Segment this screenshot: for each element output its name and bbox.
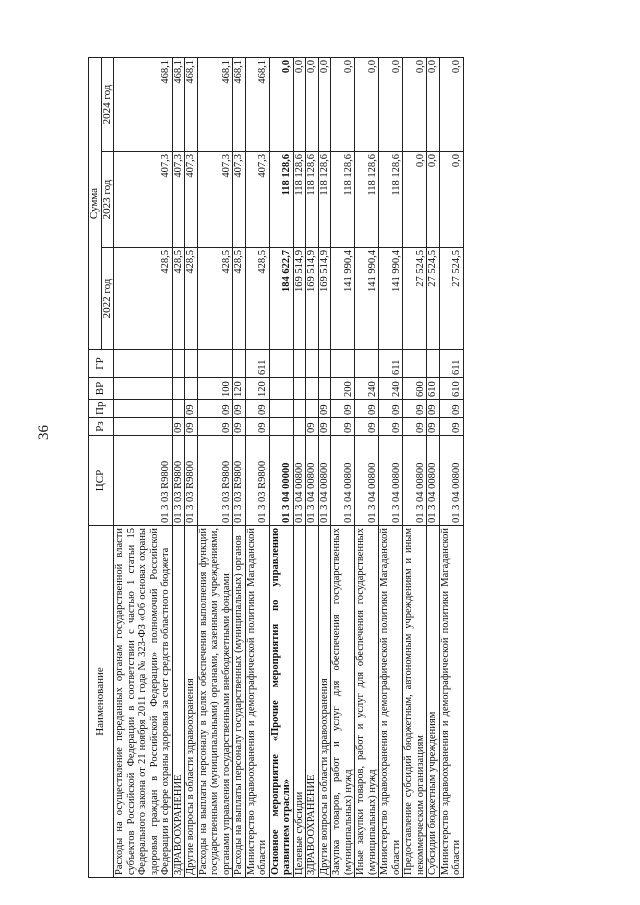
amount-2022-cell: 27 524,5: [403, 248, 427, 350]
name-cell: ЗДРАВООХРАНЕНИЕ: [172, 526, 185, 878]
amount-2024-cell: 0,0: [439, 57, 463, 151]
table-row: [269, 57, 293, 877]
budget-table: [88, 57, 464, 878]
amount-2022-cell: 169 514,9: [318, 248, 331, 350]
table-body: [114, 57, 464, 877]
csr-cell: 01 3 04 00800: [355, 436, 379, 526]
amount-2022-cell: 169 514,9: [293, 248, 306, 350]
pr-cell: 09: [403, 400, 427, 418]
amount-2023-cell: 407,3: [114, 152, 173, 248]
name-cell: Министерство здравоохранения и демографической политики Магаданской области: [439, 526, 463, 878]
table-header: [89, 57, 114, 877]
csr-cell: 01 3 04 00800: [403, 436, 427, 526]
vr-cell: 610: [427, 378, 440, 400]
rotated-table-wrapper: [88, 58, 464, 878]
name-cell: Целевые субсидии: [293, 526, 306, 878]
amount-2024-cell: 0,0: [403, 57, 427, 151]
name-cell: Расходы на выплаты персоналу в целях обеспечения выполнения функций государственными (муниципальными) органами, казенными учреждениями, органами управления государственными внебюджетными фондами: [197, 526, 233, 878]
amount-2022-cell: 428,5: [114, 248, 173, 350]
amount-2024-cell: 0,0: [379, 57, 403, 151]
rz-cell: [293, 418, 306, 436]
pr-cell: 09: [318, 400, 331, 418]
amount-2022-cell: 184 622,7: [269, 248, 293, 350]
vr-cell: 610: [439, 378, 463, 400]
name-cell: Другие вопросы в области здравоохранения: [185, 526, 198, 878]
header-csr: ЦСР: [89, 436, 114, 526]
amount-2023-cell: 118 128,6: [379, 152, 403, 248]
amount-2023-cell: 407,3: [245, 152, 269, 248]
header-rz: Рз: [89, 418, 114, 436]
gr-cell: [355, 350, 379, 378]
table-row: [331, 57, 355, 877]
rz-cell: 09: [245, 418, 269, 436]
pr-cell: [293, 400, 306, 418]
gr-cell: [233, 350, 246, 378]
rz-cell: 09: [318, 418, 331, 436]
rz-cell: 09: [355, 418, 379, 436]
gr-cell: 611: [379, 350, 403, 378]
amount-2022-cell: 141 990,4: [355, 248, 379, 350]
gr-cell: [185, 350, 198, 378]
amount-2024-cell: 468,1: [245, 57, 269, 151]
table-row: [245, 57, 269, 877]
amount-2023-cell: 118 128,6: [355, 152, 379, 248]
amount-2022-cell: 428,5: [172, 248, 185, 350]
table-row: [318, 57, 331, 877]
csr-cell: 01 3 03 R9800: [245, 436, 269, 526]
csr-cell: 01 3 04 00800: [427, 436, 440, 526]
pr-cell: 09: [185, 400, 198, 418]
gr-cell: [197, 350, 233, 378]
amount-2023-cell: 407,3: [197, 152, 233, 248]
amount-2023-cell: 407,3: [233, 152, 246, 248]
amount-2022-cell: 169 514,9: [306, 248, 319, 350]
amount-2024-cell: 0,0: [318, 57, 331, 151]
table-row: [403, 57, 427, 877]
header-name: Наименование: [89, 526, 114, 878]
table-row: [379, 57, 403, 877]
pr-cell: 09: [379, 400, 403, 418]
vr-cell: 120: [245, 378, 269, 400]
rz-cell: 09: [233, 418, 246, 436]
table-row: [114, 57, 173, 877]
gr-cell: [306, 350, 319, 378]
gr-cell: [403, 350, 427, 378]
page-number: 36: [36, 425, 52, 440]
gr-cell: [172, 350, 185, 378]
csr-cell: 01 3 04 00000: [269, 436, 293, 526]
csr-cell: 01 3 03 R9800: [197, 436, 233, 526]
header-pr: Пр: [89, 400, 114, 418]
amount-2023-cell: 118 128,6: [306, 152, 319, 248]
gr-cell: [318, 350, 331, 378]
amount-2023-cell: 118 128,6: [318, 152, 331, 248]
pr-cell: 09: [245, 400, 269, 418]
rz-cell: 09: [427, 418, 440, 436]
vr-cell: [269, 378, 293, 400]
pr-cell: 09: [331, 400, 355, 418]
amount-2022-cell: 428,5: [185, 248, 198, 350]
vr-cell: [185, 378, 198, 400]
name-cell: ЗДРАВООХРАНЕНИЕ: [306, 526, 319, 878]
vr-cell: 240: [379, 378, 403, 400]
csr-cell: 01 3 03 R9800: [114, 436, 173, 526]
vr-cell: [318, 378, 331, 400]
rz-cell: 09: [331, 418, 355, 436]
table-row: [306, 57, 319, 877]
amount-2022-cell: 428,5: [233, 248, 246, 350]
name-cell: Другие вопросы в области здравоохранения: [318, 526, 331, 878]
vr-cell: [114, 378, 173, 400]
gr-cell: [293, 350, 306, 378]
gr-cell: [269, 350, 293, 378]
amount-2024-cell: 468,1: [114, 57, 173, 151]
pr-cell: 09: [233, 400, 246, 418]
rz-cell: 09: [379, 418, 403, 436]
csr-cell: 01 3 04 00800: [293, 436, 306, 526]
amount-2022-cell: 27 524,5: [439, 248, 463, 350]
pr-cell: 09: [427, 400, 440, 418]
amount-2023-cell: 0,0: [427, 152, 440, 248]
amount-2023-cell: 118 128,6: [331, 152, 355, 248]
amount-2023-cell: 118 128,6: [269, 152, 293, 248]
amount-2024-cell: 0,0: [269, 57, 293, 151]
pr-cell: [306, 400, 319, 418]
header-sum: Сумма: [89, 57, 102, 349]
amount-2024-cell: 0,0: [355, 57, 379, 151]
header-vr: ВР: [89, 378, 114, 400]
name-cell: Предоставление субсидий бюджетным, автономным учреждениям и иным некоммерческим организациям: [403, 526, 427, 878]
gr-cell: [331, 350, 355, 378]
csr-cell: 01 3 04 00800: [318, 436, 331, 526]
amount-2024-cell: 468,1: [172, 57, 185, 151]
gr-cell: 611: [439, 350, 463, 378]
gr-cell: [114, 350, 173, 378]
name-cell: Министерство здравоохранения и демографической политики Магаданской области: [245, 526, 269, 878]
amount-2024-cell: 468,1: [233, 57, 246, 151]
header-year-2024: 2024 год: [101, 57, 114, 151]
header-gr: ГР: [89, 350, 114, 378]
pr-cell: 09: [439, 400, 463, 418]
amount-2022-cell: 27 524,5: [427, 248, 440, 350]
csr-cell: 01 3 03 R9800: [185, 436, 198, 526]
amount-2022-cell: 428,5: [197, 248, 233, 350]
vr-cell: 200: [331, 378, 355, 400]
amount-2022-cell: 141 990,4: [331, 248, 355, 350]
name-cell: Иные закупки товаров, работ и услуг для обеспечения государственных (муниципальных) нужд: [355, 526, 379, 878]
vr-cell: 120: [233, 378, 246, 400]
name-cell: Министерство здравоохранения и демографической политики Магаданской области: [379, 526, 403, 878]
amount-2024-cell: 0,0: [331, 57, 355, 151]
name-cell: Расходы на выплаты персоналу государственных (муниципальных) органов: [233, 526, 246, 878]
amount-2024-cell: 0,0: [306, 57, 319, 151]
amount-2023-cell: 0,0: [439, 152, 463, 248]
csr-cell: 01 3 04 00800: [331, 436, 355, 526]
pr-cell: 09: [197, 400, 233, 418]
vr-cell: [306, 378, 319, 400]
rz-cell: 09: [403, 418, 427, 436]
gr-cell: 611: [245, 350, 269, 378]
csr-cell: 01 3 04 00800: [379, 436, 403, 526]
csr-cell: 01 3 03 R9800: [172, 436, 185, 526]
amount-2022-cell: 141 990,4: [379, 248, 403, 350]
vr-cell: 600: [403, 378, 427, 400]
amount-2023-cell: 407,3: [185, 152, 198, 248]
rz-cell: [269, 418, 293, 436]
amount-2023-cell: 0,0: [403, 152, 427, 248]
table-row: [293, 57, 306, 877]
table-row: [427, 57, 440, 877]
pr-cell: [269, 400, 293, 418]
table-row: [185, 57, 198, 877]
amount-2023-cell: 118 128,6: [293, 152, 306, 248]
gr-cell: [427, 350, 440, 378]
table-row: [233, 57, 246, 877]
csr-cell: 01 3 04 00800: [306, 436, 319, 526]
name-cell: Закупка товаров, работ и услуг для обеспечения государственных (муниципальных) нужд: [331, 526, 355, 878]
amount-2024-cell: 468,1: [185, 57, 198, 151]
vr-cell: [172, 378, 185, 400]
table-row: [439, 57, 463, 877]
rz-cell: 09: [185, 418, 198, 436]
rz-cell: 09: [439, 418, 463, 436]
name-cell: Основное мероприятие «Прочие мероприятия по управлению развитием отрасли»: [269, 526, 293, 878]
header-year-2023: 2023 год: [101, 152, 114, 248]
table-row: [355, 57, 379, 877]
amount-2024-cell: 0,0: [427, 57, 440, 151]
header-year-2022: 2022 год: [101, 248, 114, 350]
pr-cell: [172, 400, 185, 418]
rz-cell: 09: [197, 418, 233, 436]
name-cell: Расходы на осуществление переданных органам государственной власти субъектов Российской Федерации в соответствии с частью 1 статьи 15 Федерального закона от 21 ноября 2011 года № 323-ФЗ «Об основах охраны здоровья граждан в Российской Федерации» полномочий Российской Федерации в сфере охраны здоровья за счет средств областного бюджета: [114, 526, 173, 878]
csr-cell: 01 3 04 00800: [439, 436, 463, 526]
amount-2023-cell: 407,3: [172, 152, 185, 248]
rz-cell: [114, 418, 173, 436]
pr-cell: [114, 400, 173, 418]
vr-cell: 240: [355, 378, 379, 400]
name-cell: Субсидии бюджетным учреждениям: [427, 526, 440, 878]
amount-2022-cell: 428,5: [245, 248, 269, 350]
amount-2024-cell: 0,0: [293, 57, 306, 151]
vr-cell: [293, 378, 306, 400]
csr-cell: 01 3 03 R9800: [233, 436, 246, 526]
rz-cell: 09: [306, 418, 319, 436]
rz-cell: 09: [172, 418, 185, 436]
vr-cell: 100: [197, 378, 233, 400]
pr-cell: 09: [355, 400, 379, 418]
table-row: [197, 57, 233, 877]
table-row: [172, 57, 185, 877]
amount-2024-cell: 468,1: [197, 57, 233, 151]
